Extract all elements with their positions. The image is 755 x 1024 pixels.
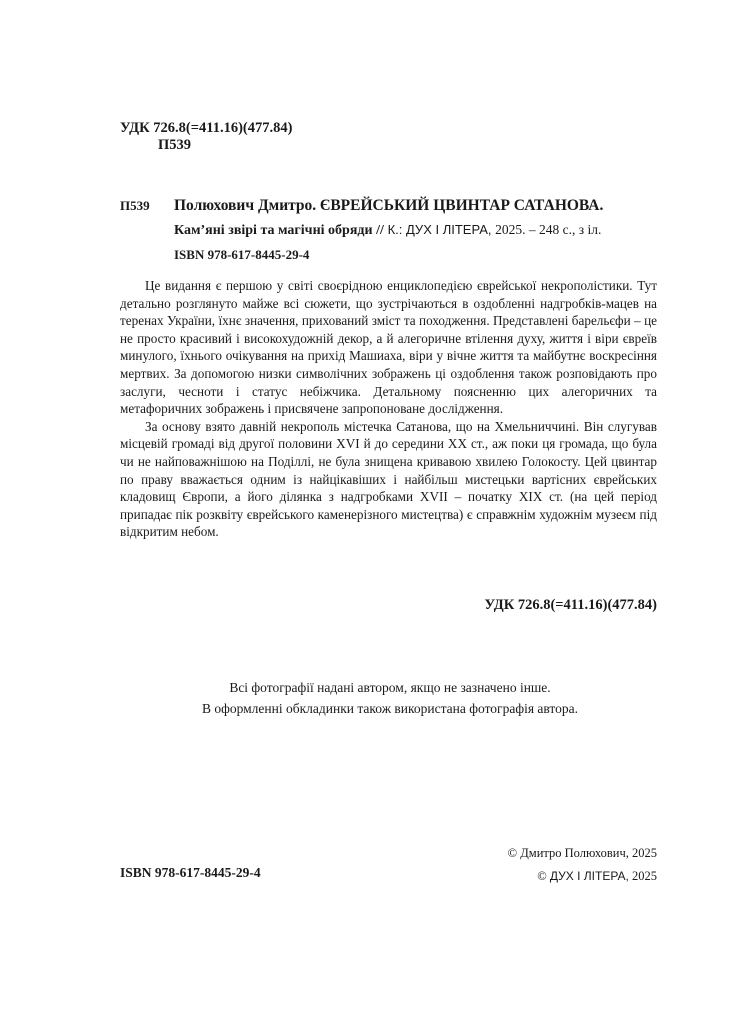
- udk-code: УДК 726.8(=411.16)(477.84): [120, 120, 293, 136]
- copyright-publisher-name: ДУХ І ЛІТЕРА,: [549, 869, 629, 883]
- entry-separator: //: [376, 223, 384, 238]
- entry-imprint-line: [120, 218, 660, 243]
- abstract: [120, 277, 657, 541]
- entry-author-sign: П539: [120, 198, 150, 213]
- entry-author: Полюхович Дмитро.: [174, 197, 317, 214]
- bibliographic-entry: [120, 194, 660, 267]
- isbn-footer: ISBN 978-617-8445-29-4: [120, 865, 261, 880]
- abstract-paragraph: За основу взято давній некрополь містечка Сатанова, що на Хмельниччині. Він слугував місцевій громаді від другої половини XVI й до середини XX ст., аж поки ця громада, що була чи не найповажнішою на Поділлі, не була знищена кривавою хвилею Голокосту. Цей цвинтар по праву вважається одним із найцікавіших і найбільш мистецьки вартісних єврейських кладовищ Європи, а його ділянка з надгробками XVII – початку XIX ст. (на цей період припадає пік розквіту єврейського каменерізного мистецтва) є справжнім художнім музеєм під відкритим небом.: [120, 418, 657, 540]
- entry-isbn-line: [120, 243, 660, 267]
- credit-line: Всі фотографії надані автором, якщо не зазначено інше.: [229, 680, 551, 695]
- photo-credits: [120, 677, 660, 719]
- credit-line: В оформленні обкладинки також використана фотографія автора.: [201, 701, 579, 716]
- copyright-symbol: ©: [537, 869, 547, 883]
- entry-imprint: 2025. – 248 с., з іл.: [495, 222, 602, 237]
- abstract-paragraph: Це видання є першою у світі своєрідною енциклопедією єврейської некрополістики. Тут детально розглянуто майже всі сюжети, що зустрічаються в оздобленні надгробків-мацев на теренах України, їхнє значення, прихований зміст та походження. Представлені барельєфи – це не просто красивий і високохудожній декор, а й алегоричне втілення духу, життя і віри євреїв минулого, їхнього очікування на прихід Машиаха, віри у вічне життя та майбутнє воскресіння мертвих. За допомогою низки символічних зображень ці оздоблення також розповідають про заслуги, чесноти і статус небіжчика. Детальному поясненню цих алегоричних та метафоричних зображень і присвячене запропоноване дослідження.: [120, 278, 657, 417]
- entry-title: ЄВРЕЙСЬКИЙ ЦВИНТАР САТАНОВА.: [319, 197, 604, 214]
- copyright-publisher: [508, 865, 657, 888]
- copyright-block: [508, 842, 657, 888]
- udk-header: [120, 120, 292, 154]
- copyright-author: © Дмитро Полюхович, 2025: [507, 846, 657, 860]
- entry-publisher: К.: ДУХ І ЛІТЕРА,: [387, 222, 492, 237]
- entry-subtitle: Кам’яні звірі та магічні обряди: [174, 223, 373, 238]
- copyright-year: 2025: [632, 869, 657, 883]
- author-sign: П539: [158, 137, 192, 153]
- udk-footer: УДК 726.8(=411.16)(477.84): [484, 597, 657, 613]
- entry-isbn: ISBN 978-617-8445-29-4: [174, 247, 310, 262]
- entry-title-line: [120, 194, 660, 218]
